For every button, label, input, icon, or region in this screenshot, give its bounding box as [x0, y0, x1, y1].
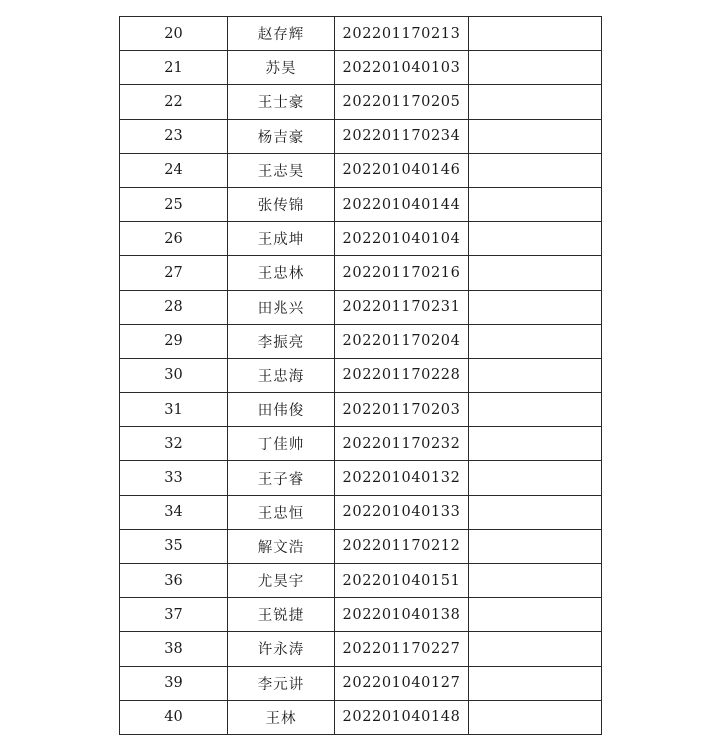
table-row — [120, 119, 602, 153]
student-name-cell: 王成坤 — [228, 222, 335, 256]
student-name-cell: 杨吉豪 — [228, 119, 335, 153]
student-id-cell: 202201170213 — [335, 17, 469, 51]
student-name-cell: 李元讲 — [228, 666, 335, 700]
student-id-cell: 202201170227 — [335, 632, 469, 666]
roster-body — [120, 17, 602, 735]
student-id-cell: 202201170203 — [335, 393, 469, 427]
remarks-cell — [469, 17, 602, 51]
table-row — [120, 290, 602, 324]
student-name-cell: 解文浩 — [228, 529, 335, 563]
row-number-cell: 33 — [120, 461, 228, 495]
remarks-cell — [469, 153, 602, 187]
student-name-cell: 张传锦 — [228, 187, 335, 221]
row-number-cell: 26 — [120, 222, 228, 256]
table-row — [120, 632, 602, 666]
row-number-cell: 38 — [120, 632, 228, 666]
student-name-cell: 王忠恒 — [228, 495, 335, 529]
student-id-cell: 202201040104 — [335, 222, 469, 256]
student-id-cell: 202201170204 — [335, 324, 469, 358]
row-number-cell: 30 — [120, 358, 228, 392]
student-id-cell: 202201170231 — [335, 290, 469, 324]
table-row — [120, 564, 602, 598]
table-row — [120, 598, 602, 632]
student-id-cell: 202201040127 — [335, 666, 469, 700]
table-row — [120, 187, 602, 221]
table-row — [120, 529, 602, 563]
remarks-cell — [469, 529, 602, 563]
remarks-cell — [469, 666, 602, 700]
remarks-cell — [469, 222, 602, 256]
remarks-cell — [469, 495, 602, 529]
row-number-cell: 37 — [120, 598, 228, 632]
student-id-cell: 202201170212 — [335, 529, 469, 563]
student-id-cell: 202201040146 — [335, 153, 469, 187]
remarks-cell — [469, 324, 602, 358]
remarks-cell — [469, 256, 602, 290]
table-row — [120, 495, 602, 529]
student-name-cell: 王忠林 — [228, 256, 335, 290]
remarks-cell — [469, 598, 602, 632]
row-number-cell: 31 — [120, 393, 228, 427]
row-number-cell: 36 — [120, 564, 228, 598]
student-id-cell: 202201040148 — [335, 700, 469, 734]
table-row — [120, 666, 602, 700]
student-id-cell: 202201040151 — [335, 564, 469, 598]
row-number-cell: 29 — [120, 324, 228, 358]
student-id-cell: 202201040138 — [335, 598, 469, 632]
student-name-cell: 王忠海 — [228, 358, 335, 392]
student-id-cell: 202201170216 — [335, 256, 469, 290]
remarks-cell — [469, 85, 602, 119]
row-number-cell: 25 — [120, 187, 228, 221]
student-name-cell: 王士豪 — [228, 85, 335, 119]
table-row — [120, 427, 602, 461]
remarks-cell — [469, 461, 602, 495]
row-number-cell: 27 — [120, 256, 228, 290]
row-number-cell: 32 — [120, 427, 228, 461]
student-id-cell: 202201040144 — [335, 187, 469, 221]
student-id-cell: 202201170234 — [335, 119, 469, 153]
remarks-cell — [469, 358, 602, 392]
student-id-cell: 202201170228 — [335, 358, 469, 392]
table-row — [120, 153, 602, 187]
table-row — [120, 358, 602, 392]
row-number-cell: 39 — [120, 666, 228, 700]
table-row — [120, 17, 602, 51]
row-number-cell: 23 — [120, 119, 228, 153]
student-name-cell: 王志昊 — [228, 153, 335, 187]
student-name-cell: 丁佳帅 — [228, 427, 335, 461]
student-id-cell: 202201040133 — [335, 495, 469, 529]
row-number-cell: 34 — [120, 495, 228, 529]
student-name-cell: 田伟俊 — [228, 393, 335, 427]
row-number-cell: 20 — [120, 17, 228, 51]
table-row — [120, 51, 602, 85]
student-id-cell: 202201170232 — [335, 427, 469, 461]
student-id-cell: 202201040132 — [335, 461, 469, 495]
student-name-cell: 许永涛 — [228, 632, 335, 666]
remarks-cell — [469, 564, 602, 598]
remarks-cell — [469, 393, 602, 427]
table-row — [120, 85, 602, 119]
remarks-cell — [469, 632, 602, 666]
student-name-cell: 李振亮 — [228, 324, 335, 358]
row-number-cell: 35 — [120, 529, 228, 563]
remarks-cell — [469, 187, 602, 221]
student-name-cell: 赵存辉 — [228, 17, 335, 51]
student-name-cell: 王锐捷 — [228, 598, 335, 632]
table-row — [120, 256, 602, 290]
student-name-cell: 王子睿 — [228, 461, 335, 495]
remarks-cell — [469, 290, 602, 324]
row-number-cell: 22 — [120, 85, 228, 119]
student-name-cell: 王林 — [228, 700, 335, 734]
student-name-cell: 尤昊宇 — [228, 564, 335, 598]
table-row — [120, 324, 602, 358]
row-number-cell: 40 — [120, 700, 228, 734]
remarks-cell — [469, 51, 602, 85]
row-number-cell: 28 — [120, 290, 228, 324]
remarks-cell — [469, 427, 602, 461]
remarks-cell — [469, 700, 602, 734]
table-row — [120, 461, 602, 495]
table-row — [120, 393, 602, 427]
row-number-cell: 21 — [120, 51, 228, 85]
student-id-cell: 202201170205 — [335, 85, 469, 119]
student-name-cell: 苏昊 — [228, 51, 335, 85]
student-roster-table — [119, 16, 602, 735]
student-name-cell: 田兆兴 — [228, 290, 335, 324]
student-id-cell: 202201040103 — [335, 51, 469, 85]
table-row — [120, 222, 602, 256]
row-number-cell: 24 — [120, 153, 228, 187]
table-row — [120, 700, 602, 734]
remarks-cell — [469, 119, 602, 153]
